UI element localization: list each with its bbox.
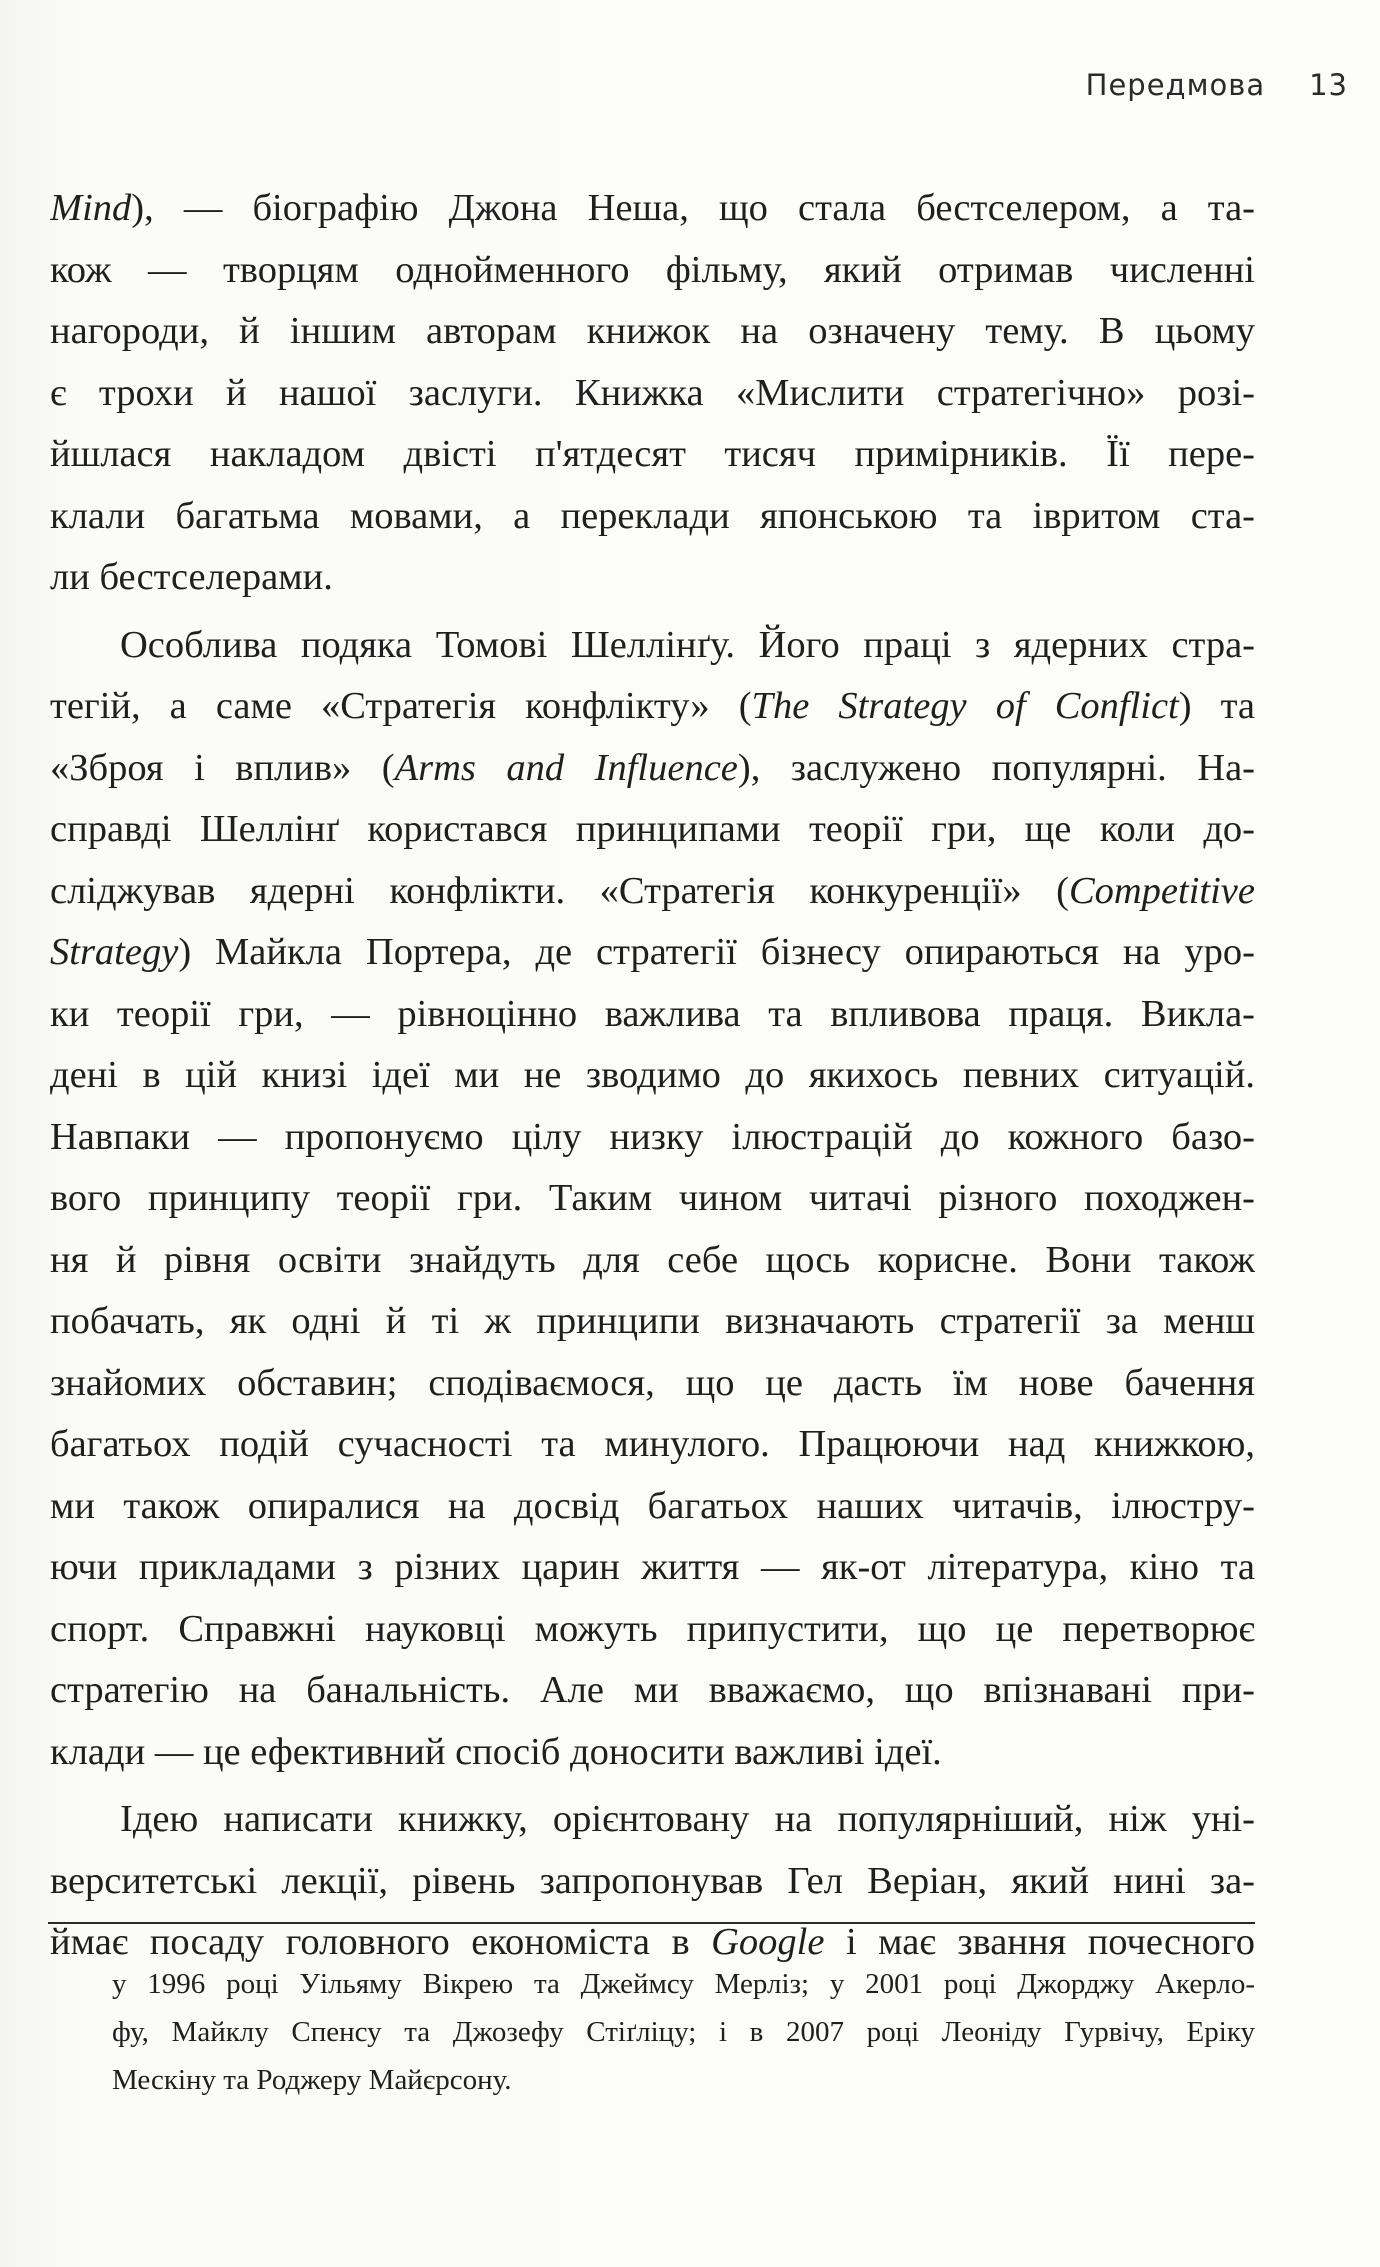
text-line: справді Шеллінґ користався принципами теорії гри, ще коли до- [50,808,1255,850]
text-line: Навпаки — пропонуємо цілу низку ілюстрацій до кожного базо- [50,1115,1255,1158]
text-line: побачать, як одні й ті ж принципи визначають стратегії за менш [50,1300,1255,1342]
text-line: йшлася накладом двісті п'ятдесят тисяч примірників. Її пере- [50,433,1255,475]
footnote-line: Мескіну та Роджеру Майєрсону. [112,2064,512,2096]
text-line: сліджував ядерні конфлікти. «Стратегія конкуренції» (Competitive [50,869,1255,912]
text-line: клали багатьма мовами, а переклади японською та івритом ста- [50,494,1255,537]
text-line: ми також опиралися на досвід багатьох наших читачів, ілюстру- [50,1484,1255,1527]
text-line: кож — творцям однойменного фільму, який отримав численні [50,248,1255,291]
text-line: ня й рівня освіти знайдуть для себе щось корисне. Вони також [50,1238,1255,1281]
text-line: клади — це ефективний спосіб доносити важливі ідеї. [50,1730,942,1773]
running-header [1086,68,1348,102]
text-line: Strategy) Майкла Портера, де стратегії бізнесу опираються на уро- [50,931,1255,973]
text-line: тегій, а саме «Стратегія конфлікту» (The Strategy of Conflict) та [50,685,1255,727]
text-line: «Зброя і вплив» (Arms and Influence), заслужено популярні. На- [50,746,1255,789]
text-line: знайомих обставин; сподіваємося, що це дасть їм нове бачення [50,1361,1255,1404]
text-line: Ідею написати книжку, орієнтовану на популярніший, ніж уні- [120,1798,1255,1840]
footnote [112,1960,1255,2104]
text-line: є трохи й нашої заслуги. Книжка «Мислити стратегічно» розі- [50,371,1255,414]
text-line: верситетські лекції, рівень запропонував Гел Веріан, який нині за- [50,1859,1255,1902]
text-line: вого принципу теорії гри. Таким чином читачі різного походжен- [50,1177,1255,1219]
footnote-line: фу, Майклу Спенсу та Джозефу Стіґліцу; і в 2007 році Леоніду Гурвічу, Еріку [112,2016,1255,2048]
page-number: 13 [1309,68,1348,102]
footnote-line: у 1996 році Уільяму Вікрею та Джеймсу Мерліз; у 2001 році Джорджу Акерло- [112,1968,1255,2000]
footnote-divider [48,1922,1255,1924]
text-line: спорт. Справжні науковці можуть припустити, що це перетворює [50,1607,1255,1650]
text-line: дені в цій книзі ідеї ми не зводимо до якихось певних ситуацій. [50,1054,1255,1096]
text-line: ки теорії гри, — рівноцінно важлива та впливова праця. Викла- [50,992,1255,1035]
text-line: багатьох подій сучасності та минулого. Працюючи над книжкою, [50,1423,1255,1465]
section-title: Передмова [1085,68,1266,102]
text-line: стратегію на банальність. Але ми вважаємо, що впізнавані при- [50,1669,1255,1711]
text-line: Особлива подяка Томові Шеллінґу. Його праці з ядерних стра- [120,623,1255,666]
text-line: Mind), — біографію Джона Неша, що стала бестселером, а та- [50,187,1255,229]
body-text [50,178,1255,1974]
text-line: нагороди, й іншим авторам книжок на означену тему. В цьому [50,310,1255,352]
text-line: ючи прикладами з різних царин життя — як-от література, кіно та [50,1546,1255,1588]
text-line: ймає посаду головного економіста в Google і має звання почесного [50,1921,1255,1963]
text-line: ли бестселерами. [50,556,333,598]
